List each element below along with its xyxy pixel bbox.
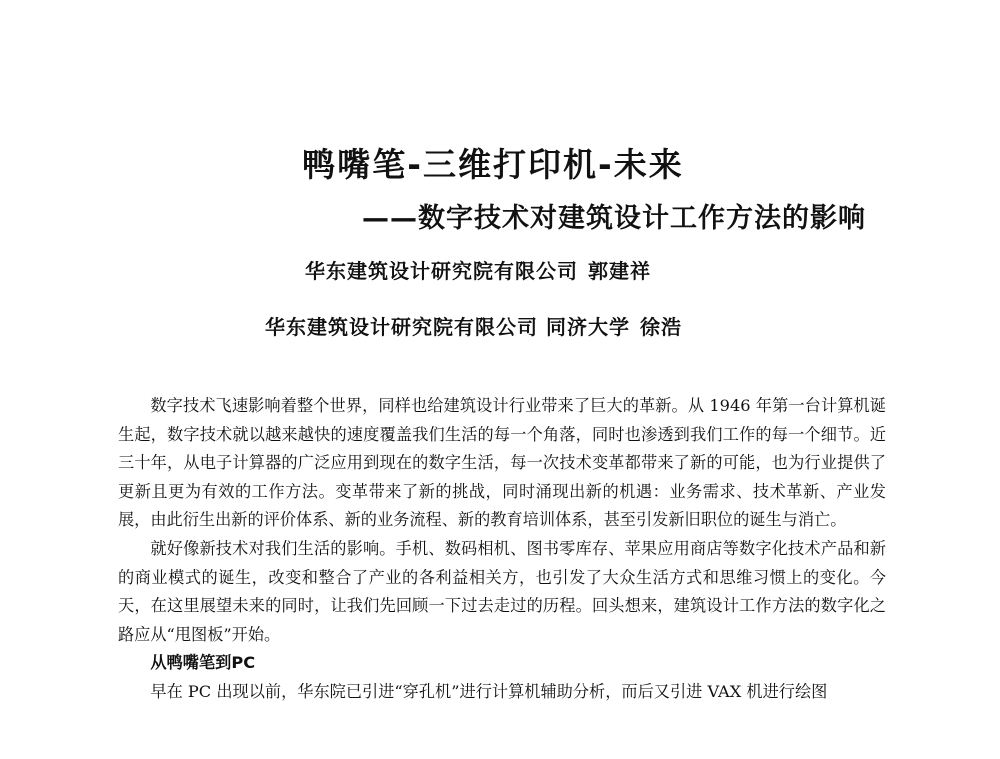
- author-affiliation: 华东建筑设计研究院有限公司: [305, 259, 578, 283]
- body-text: [118, 392, 886, 707]
- paper-title: 鸭嘴笔-三维打印机-未来: [302, 145, 684, 184]
- author-name: 郭建祥: [588, 259, 651, 283]
- author-line-1: [305, 256, 651, 286]
- section-heading: 从鸭嘴笔到PC: [150, 653, 256, 673]
- paragraph-2: 就好像新技术对我们生活的影响。手机、数码相机、图书零库存、苹果应用商店等数字化技术产品和新的商业模式的诞生，改变和整合了产业的各利益相关方，也引发了大众生活方式和思维习惯上的变化。今天，在这里展望未来的同时，让我们先回顾一下过去走过的历程。回头想来，建筑设计工作方法的数字化之路应从“甩图板”开始。: [118, 538, 886, 644]
- paper-subtitle: ——数字技术对建筑设计工作方法的影响: [362, 203, 866, 234]
- section-paragraph: 早在 PC 出现以前，华东院已引进“穿孔机”进行计算机辅助分析，而后又引进 VAX 机进行绘图: [150, 681, 828, 701]
- paragraph-1: 数字技术飞速影响着整个世界，同样也给建筑设计行业带来了巨大的革新。从 1946 年第一台计算机诞生起，数字技术就以越来越快的速度覆盖我们生活的每一个角落，同时也渗透到我们工作的每一个细节。近三十年，从电子计算器的广泛应用到现在的数字生活，每一次技术变革都带来了新的可能，也为行业提供了更新且更为有效的工作方法。变革带来了新的挑战，同时涌现出新的机遇：业务需求、技术革新、产业发展，由此衍生出新的评价体系、新的业务流程、新的教育培训体系，甚至引发新旧职位的诞生与消亡。: [118, 396, 886, 530]
- author-line-2: [265, 312, 682, 342]
- author-affiliation: 华东建筑设计研究院有限公司 同济大学: [265, 315, 630, 339]
- author-name: 徐浩: [639, 315, 682, 339]
